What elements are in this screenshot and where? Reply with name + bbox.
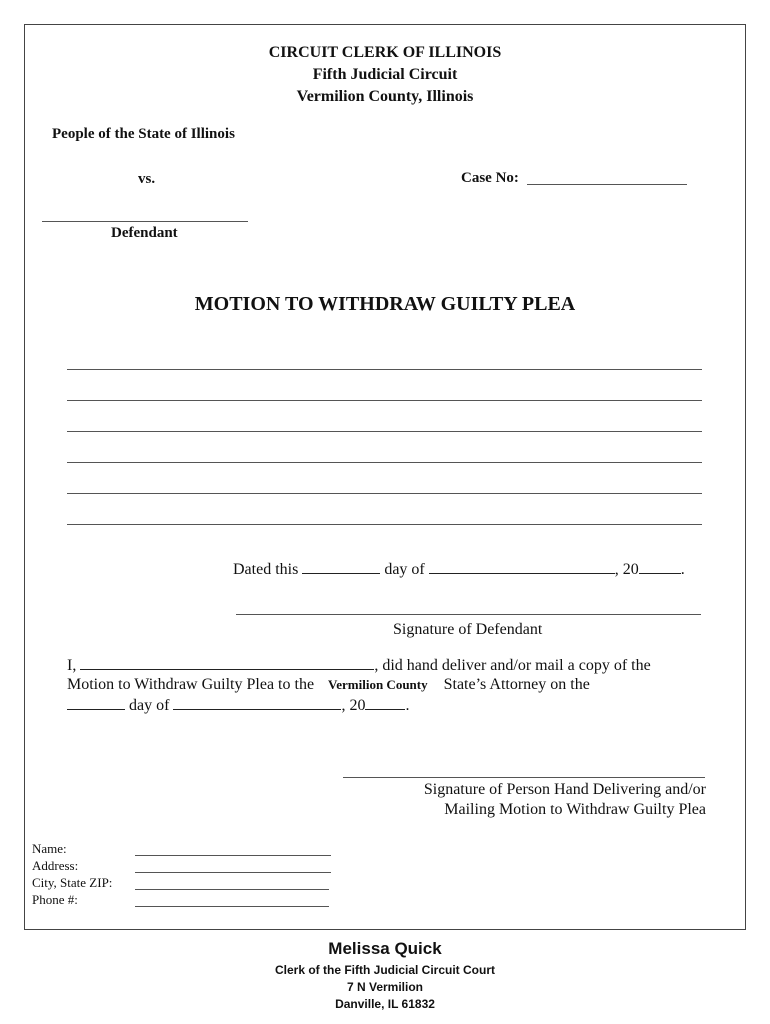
motion-text-line[interactable] [67,493,702,494]
contact-phone-field[interactable] [135,906,329,907]
header-county: Vermilion County, Illinois [296,88,474,105]
dated-month-field[interactable] [429,560,615,574]
certificate-month-field[interactable] [173,696,341,710]
dated-suffix: . [680,561,685,578]
contact-name-label: Name: [32,841,67,856]
contact-address-label: Address: [32,858,79,873]
motion-text-line[interactable] [67,431,702,432]
certificate-day-field[interactable] [67,696,125,710]
contact-address-field[interactable] [135,872,331,873]
footer-clerk-title: Clerk of the Fifth Judicial Circuit Court [274,963,495,977]
certificate-year-field[interactable] [365,696,405,710]
certificate-day-of: day of [129,697,170,714]
defendant-name-field[interactable] [42,221,248,222]
certificate-county: Vermilion County [328,677,428,692]
dated-day-field[interactable] [302,560,380,574]
signature-person-label-2: Mailing Motion to Withdraw Guilty Plea [444,801,706,818]
dated-year-field[interactable] [639,560,681,574]
vs-label: vs. [138,171,156,187]
certificate-hand-deliver: , did hand deliver and/or mail a copy of the [374,657,651,674]
certificate-i: I, [67,657,77,674]
case-no-field[interactable] [527,184,687,185]
certificate-suffix: . [405,697,410,714]
certificate-line-1 [67,656,651,675]
certificate-motion-to: Motion to Withdraw Guilty Plea to the [67,676,315,693]
signature-person-label-1: Signature of Person Hand Delivering and/or [423,781,706,798]
certificate-line-3 [67,696,409,715]
footer-clerk-name: Melissa Quick [328,939,442,958]
document-title: MOTION TO WITHDRAW GUILTY PLEA [194,293,576,315]
person-signature-field[interactable] [343,777,705,778]
certificate-name-field[interactable] [80,656,374,670]
contact-name-field[interactable] [135,855,331,856]
defendant-signature-field[interactable] [236,614,701,615]
certificate-year-prefix: , 20 [341,697,366,714]
header-circuit: Fifth Judicial Circuit [312,66,458,83]
certificate-line-2 [67,676,590,694]
contact-city-field[interactable] [135,889,329,890]
case-no-label: Case No: [461,170,519,186]
motion-text-line[interactable] [67,524,702,525]
signature-defendant-label: Signature of Defendant [393,621,543,638]
dated-day-of: day of [384,561,425,578]
defendant-label: Defendant [111,225,178,241]
plaintiff-label: People of the State of Illinois [52,126,235,142]
motion-text-line[interactable] [67,400,702,401]
contact-city-label: City, State ZIP: [32,875,113,890]
motion-text-line[interactable] [67,369,702,370]
dated-year-prefix: , 20 [614,561,639,578]
header-clerk-title: CIRCUIT CLERK OF ILLINOIS [268,44,502,61]
footer-address-line-1: 7 N Vermilion [346,980,424,994]
footer-address-line-2: Danville, IL 61832 [335,997,435,1011]
motion-text-line[interactable] [67,462,702,463]
dated-line [233,560,685,579]
contact-phone-label: Phone #: [32,892,78,907]
dated-prefix: Dated this [233,561,299,578]
certificate-states-attorney: State’s Attorney on the [443,676,590,693]
